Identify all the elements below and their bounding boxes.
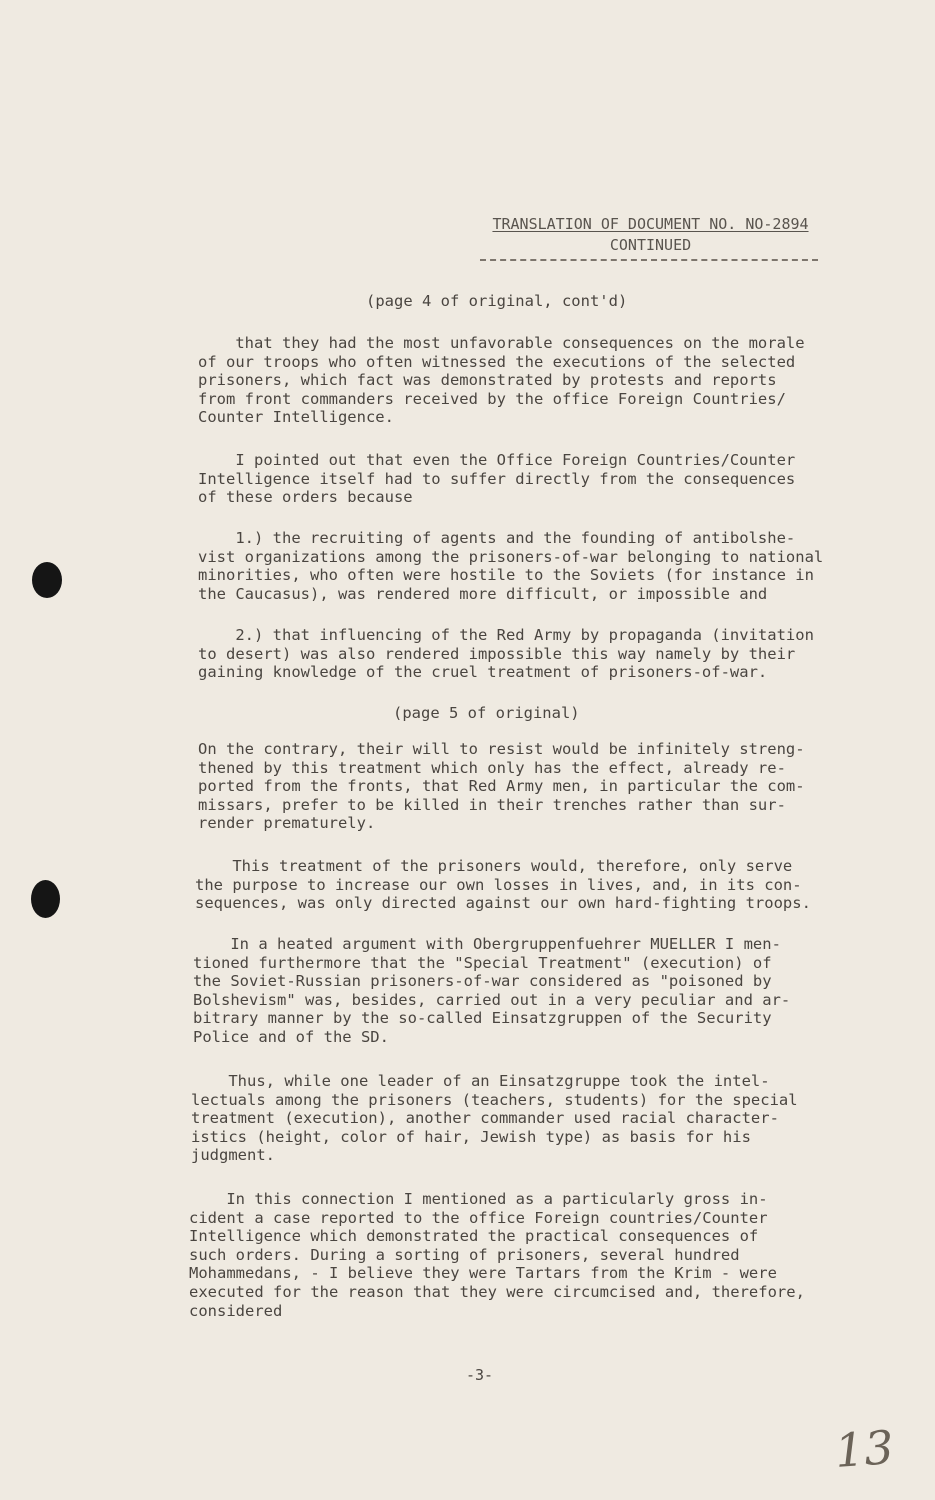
page-4-note: (page 4 of original, cont'd): [366, 292, 628, 310]
paragraph-4: 2.) that influencing of the Red Army by propaganda (invitation to desert) was also rendered impossible this way namely by their gaining knowledge of the cruel treatment of prisoners-of-war.: [198, 626, 814, 682]
header-divider: [480, 259, 818, 261]
paragraph-6: This treatment of the prisoners would, therefore, only serve the purpose to increase our own losses in lives, and, in its con- sequences, was only directed against our own hard-fighting troops.: [195, 857, 811, 913]
punch-hole-top: [32, 562, 62, 598]
paragraph-8: Thus, while one leader of an Einsatzgruppe took the intel- lectuals among the prisoners (teachers, students) for the special treatment (execution), another commander used racial character- istics (height, color of hair, Jewish type) as basis for his judgment.: [191, 1072, 798, 1165]
paragraph-9: In this connection I mentioned as a particularly gross in- cident a case reported to the office Foreign countries/Counter Intelligence which demonstrated the practical consequences of such orders. During a sorting of prisoners, several hundred Mohammedans, - I believe they were Tartars from the Krim - were executed for the reason that they were circumcised and, therefore, considered: [189, 1190, 805, 1320]
paragraph-1: that they had the most unfavorable consequences on the morale of our troops who often witnessed the executions of the selected prisoners, which fact was demonstrated by protests and reports from front commanders received by the office Foreign Countries/ Counter Intelligence.: [198, 334, 805, 427]
document-header: [478, 214, 823, 256]
paragraph-3: 1.) the recruiting of agents and the founding of antibolshe- vist organizations among the prisoners-of-war belonging to national minorities, who often were hostile to the Soviets (for instance in the Caucasus), was rendered more difficult, or impossible and: [198, 529, 824, 603]
paragraph-2: I pointed out that even the Office Foreign Countries/Counter Intelligence itself had to suffer directly from the consequences of these orders because: [198, 451, 796, 507]
handwritten-page-mark: 13: [833, 1420, 896, 1478]
punch-hole-bottom: [31, 880, 60, 918]
page-5-note: (page 5 of original): [393, 704, 580, 722]
header-subtitle: CONTINUED: [609, 236, 692, 254]
page-number: -3-: [466, 1366, 494, 1384]
paragraph-5: On the contrary, their will to resist would be infinitely streng- thened by this treatment which only has the effect, already re- ported from the fronts, that Red Army men, in particular the com- missars, prefer to be killed in their trenches rather than sur- render prematurely.: [198, 740, 805, 833]
header-title: TRANSLATION OF DOCUMENT NO. NO-2894: [492, 215, 809, 233]
paragraph-7: In a heated argument with Obergruppenfuehrer MUELLER I men- tioned furthermore that the "Special Treatment" (execution) of the Soviet-Russian prisoners-of-war considered as "poisoned by Bolshevism" was, besides, carried out in a very peculiar and ar- bitrary manner by the so-called Einsatzgruppen of the Security Police and of the SD.: [193, 935, 791, 1046]
